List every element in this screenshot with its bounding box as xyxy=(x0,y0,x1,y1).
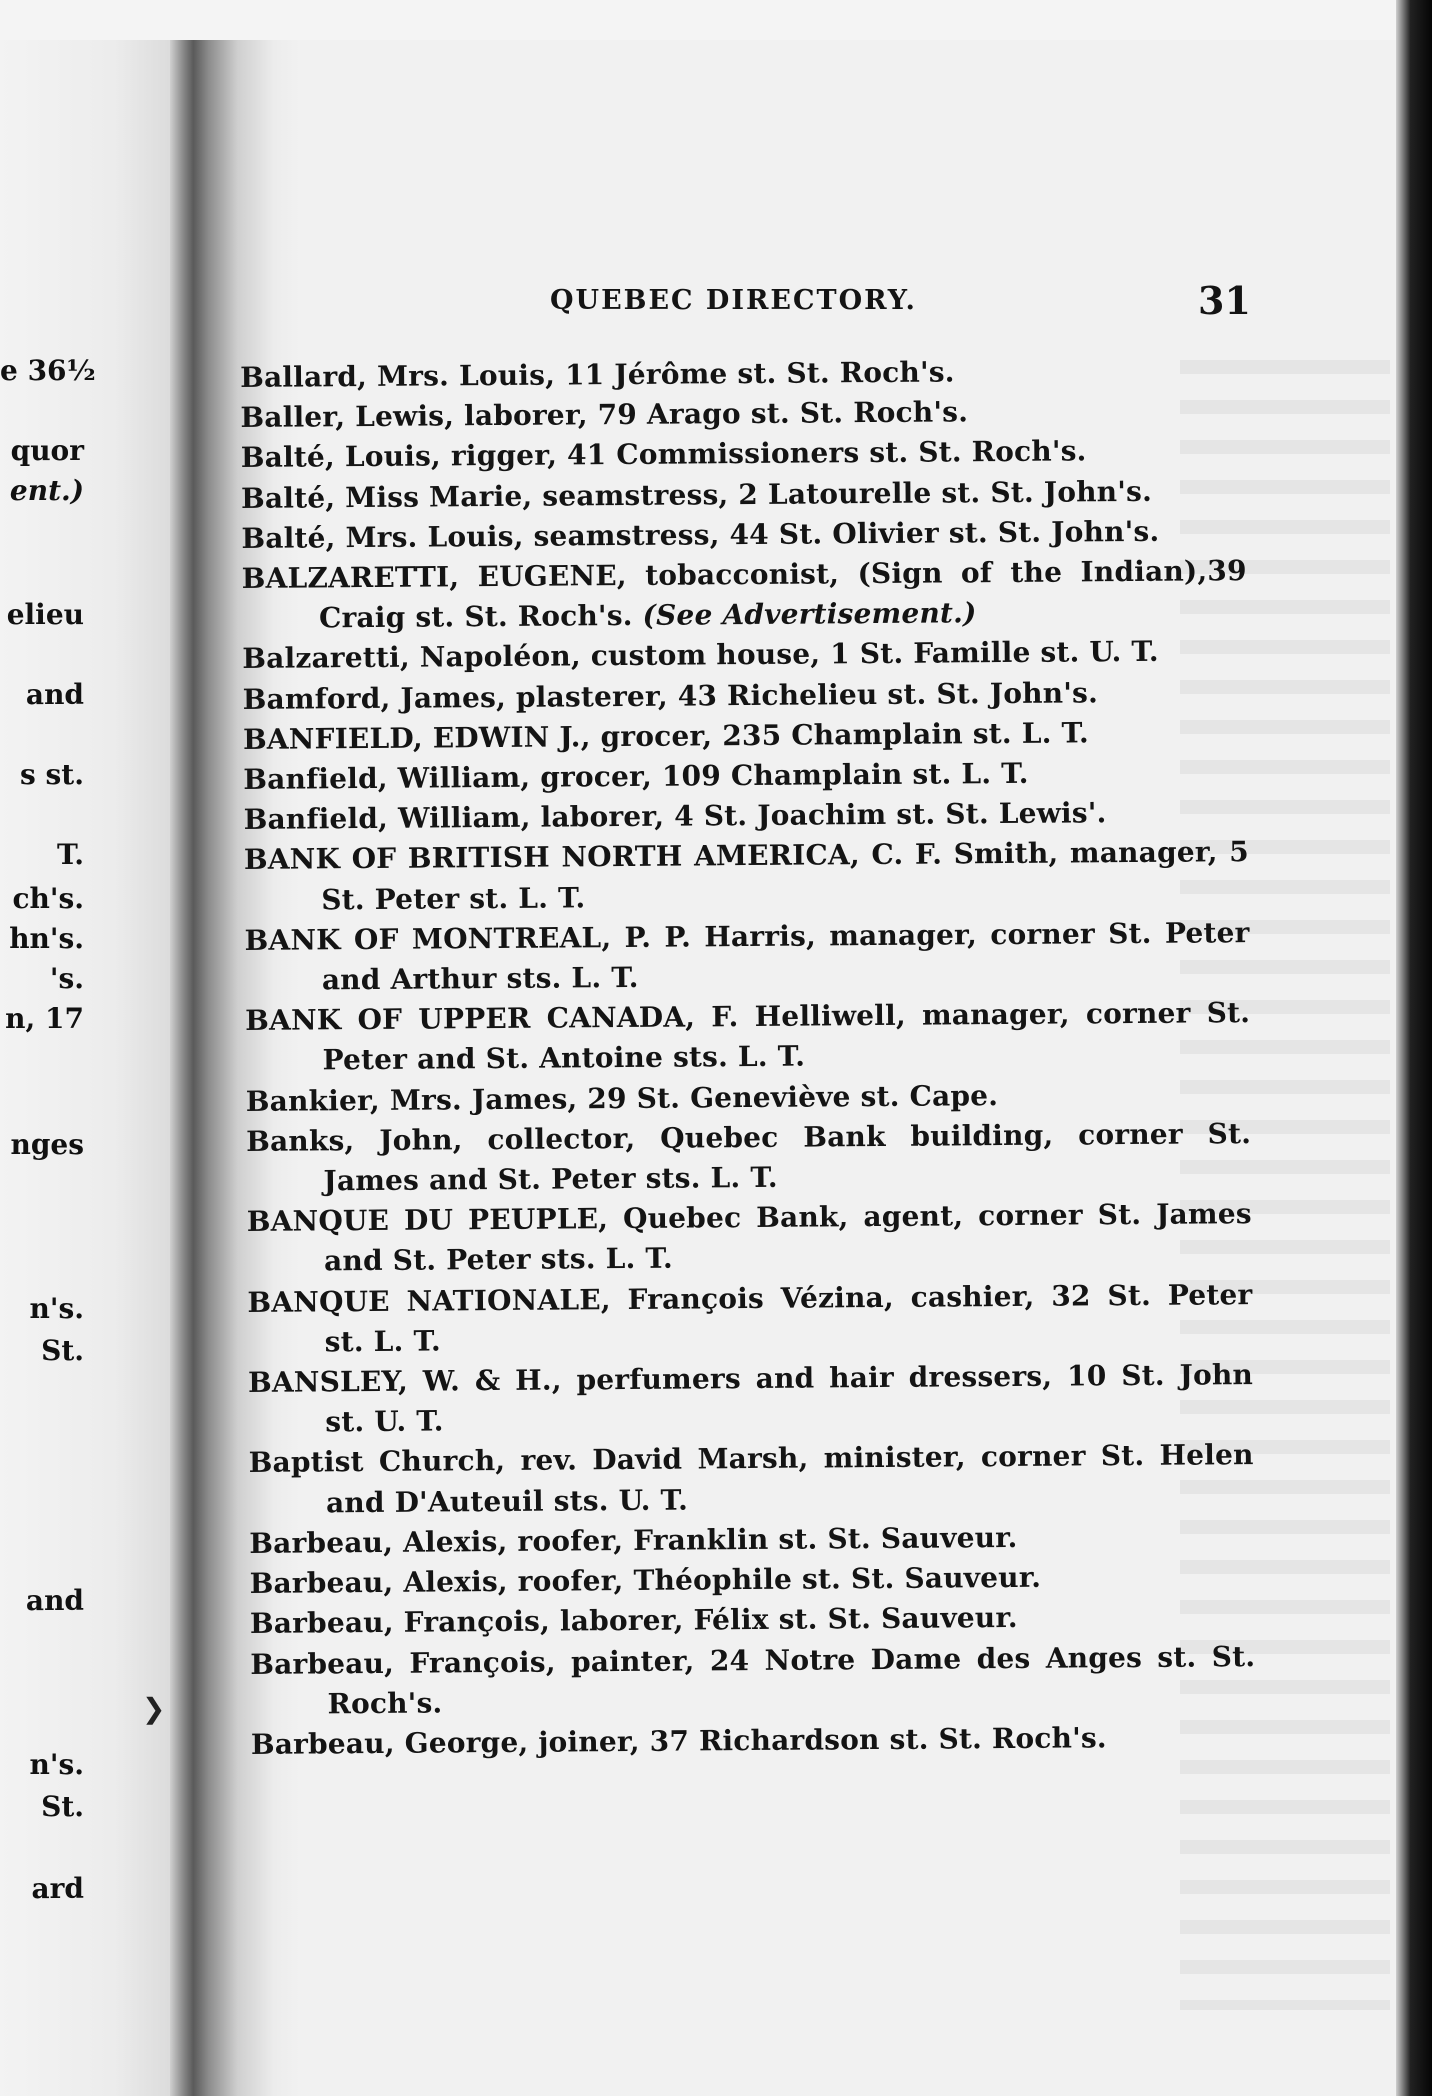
directory-entry: BANQUE DU PEUPLE, Quebec Bank, agent, corner St. James and St. Peter sts. L. T. xyxy=(246,1197,1252,1278)
left-fragment: ch's. xyxy=(12,882,84,915)
directory-entry: Barbeau, François, painter, 24 Notre Dame des Anges st. St. Roch's. xyxy=(250,1639,1256,1721)
directory-entries xyxy=(240,350,1256,1765)
running-header: QUEBEC DIRECTORY. xyxy=(550,285,917,316)
advertisement-note: (See Advertisement.) xyxy=(642,596,977,633)
left-fragment: and xyxy=(25,678,84,711)
left-fragment: n, 17 xyxy=(5,1002,84,1035)
directory-entry: Balté, Louis, rigger, 41 Commissioners st. St. Roch's. xyxy=(240,434,1087,475)
left-fragment: ent.) xyxy=(9,474,84,507)
directory-entry: Bamford, James, plasterer, 43 Richelieu st. St. John's. xyxy=(242,675,1099,716)
left-fragment: St. xyxy=(41,1334,84,1367)
directory-entry: Banks, John, collector, Quebec Bank building, corner St. James and St. Peter sts. L. T. xyxy=(246,1116,1252,1198)
left-fragment: 's. xyxy=(49,962,84,995)
left-fragment: quor xyxy=(10,434,84,467)
left-fragment: n's. xyxy=(29,1292,84,1325)
directory-entry: Barbeau, George, joiner, 37 Richardson st. St. Roch's. xyxy=(250,1721,1107,1761)
page-number: 31 xyxy=(1198,278,1251,323)
directory-entry: BANK OF BRITISH NORTH AMERICA, C. F. Smith, manager, 5 St. Peter st. L. T. xyxy=(243,835,1250,917)
directory-entry: BANSLEY, W. & H., perfumers and hair dressers, 10 St. John st. U. T. xyxy=(247,1358,1254,1439)
left-fragment: e 36½ xyxy=(0,354,96,387)
left-fragment: T. xyxy=(57,838,84,871)
directory-entry: Banfield, William, laborer, 4 St. Joachim st. St. Lewis'. xyxy=(243,796,1107,837)
directory-entry: Banfield, William, grocer, 109 Champlain st. L. T. xyxy=(243,756,1029,797)
left-fragment: St. xyxy=(41,1790,84,1823)
directory-entry: Barbeau, Alexis, roofer, Théophile st. St. Sauveur. xyxy=(249,1560,1042,1601)
scan-right-edge xyxy=(1396,0,1432,2096)
directory-entry: Balzaretti, Napoléon, custom house, 1 St. Famille st. U. T. xyxy=(242,635,1159,676)
left-fragment: nges xyxy=(10,1128,84,1161)
left-fragment: elieu xyxy=(6,598,84,631)
left-fragment: hn's. xyxy=(9,922,84,955)
directory-entry: BANQUE NATIONALE, François Vézina, cashier, 32 St. Peter st. L. T. xyxy=(247,1277,1253,1359)
directory-entry: Baptist Church, rev. David Marsh, minister, corner St. Helen and D'Auteuil sts. U. T. xyxy=(248,1438,1254,1520)
directory-entry: Barbeau, François, laborer, Félix st. St. Sauveur. xyxy=(249,1601,1018,1641)
ink-mark: ❯ xyxy=(142,1692,166,1725)
left-fragment: and xyxy=(25,1584,84,1617)
directory-entry: Balté, Miss Marie, seamstress, 2 Latourelle st. St. John's. xyxy=(240,474,1153,515)
directory-entry: BANK OF MONTREAL, P. P. Harris, manager, corner St. Peter and Arthur sts. L. T. xyxy=(244,915,1250,997)
directory-entry: Ballard, Mrs. Louis, 11 Jérôme st. St. Roch's. xyxy=(240,355,955,394)
directory-entry: BALZARETTI, EUGENE, tobacconist, (Sign of the Indian),39 Craig st. St. Roch's. (See Advertisement.) xyxy=(241,554,1247,635)
directory-entry: Bankier, Mrs. James, 29 St. Geneviève st. Cape. xyxy=(245,1078,999,1118)
directory-entry: Barbeau, Alexis, roofer, Franklin st. St. Sauveur. xyxy=(249,1520,1018,1560)
directory-entry: BANK OF UPPER CANADA, F. Helliwell, manager, corner St. Peter and St. Antoine sts. L. T. xyxy=(245,996,1251,1077)
directory-entry: Baller, Lewis, laborer, 79 Arago st. St. Roch's. xyxy=(240,395,969,435)
left-fragment: ard xyxy=(31,1872,84,1905)
left-page-text xyxy=(0,0,96,2096)
left-fragment: n's. xyxy=(29,1748,84,1781)
left-fragment: s st. xyxy=(20,758,84,791)
directory-entry: Balté, Mrs. Louis, seamstress, 44 St. Olivier st. St. John's. xyxy=(241,514,1160,555)
directory-entry: BANFIELD, EDWIN J., grocer, 235 Champlain st. L. T. xyxy=(242,716,1090,756)
